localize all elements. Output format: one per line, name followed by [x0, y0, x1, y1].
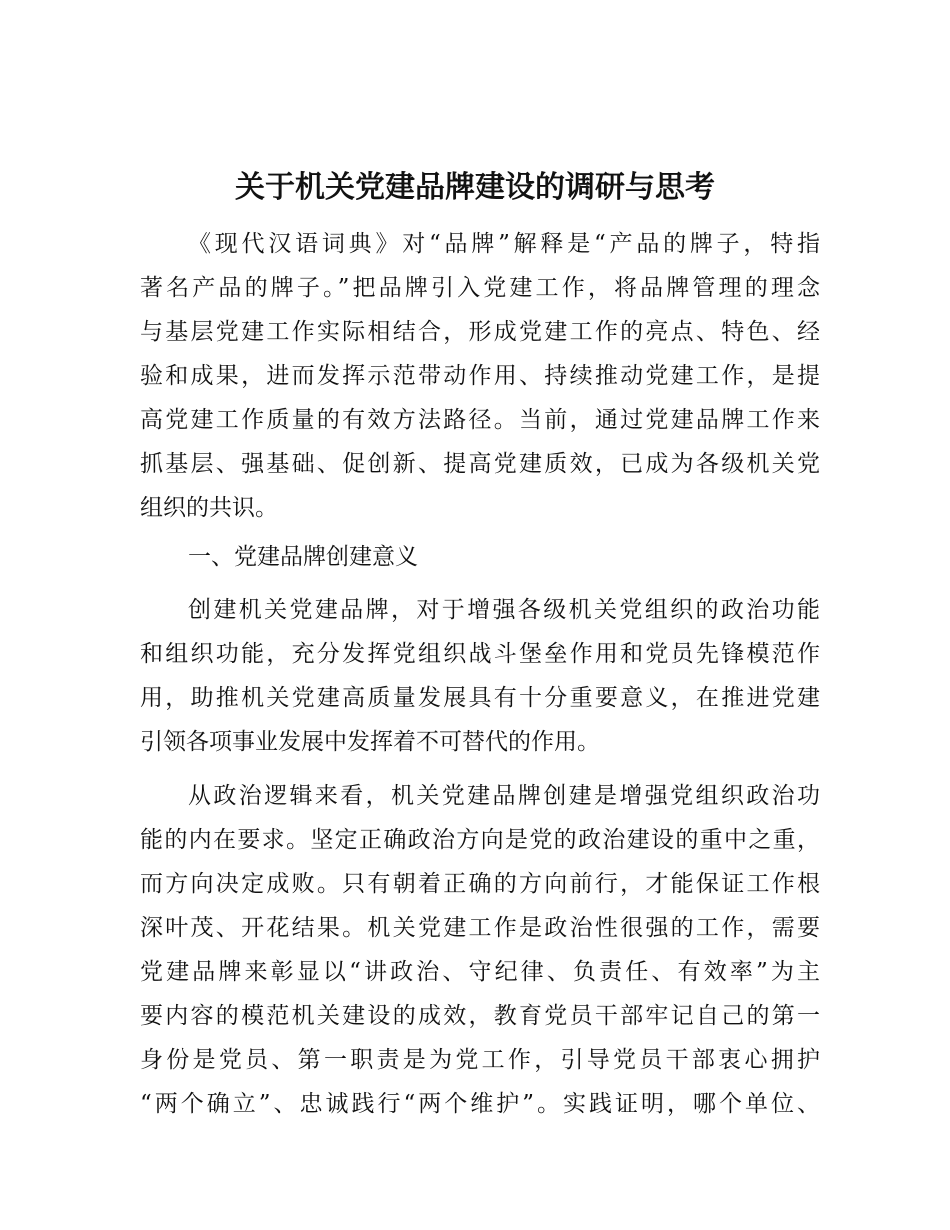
- text-line: 党建品牌来彰显以“讲政治、守纪律、负责任、有效率”为主: [140, 959, 820, 985]
- text-line: “两个确立”、忠诚践行“两个维护”。实践证明，哪个单位、: [140, 1091, 820, 1117]
- text-line: 要内容的模范机关建设的成效，教育党员干部牢记自己的第一: [140, 1003, 820, 1029]
- text-line: 能的内在要求。坚定正确政治方向是党的政治建设的重中之重，: [140, 827, 820, 853]
- document-title: 关于机关党建品牌建设的调研与思考: [235, 170, 715, 205]
- paragraph-intro: [140, 222, 820, 530]
- text-line: 与基层党建工作实际相结合，形成党建工作的亮点、特色、经: [140, 319, 820, 345]
- section-heading: [140, 535, 820, 579]
- text-line: 从政治逻辑来看，机关党建品牌创建是增强党组织政治功: [188, 783, 820, 809]
- paragraph-significance: [140, 588, 820, 764]
- text-line: 而方向决定成败。只有朝着正确的方向前行，才能保证工作根: [140, 871, 820, 897]
- text-line: 和组织功能，充分发挥党组织战斗堡垒作用和党员先锋模范作: [140, 641, 820, 667]
- text-line: 著名产品的牌子。”把品牌引入党建工作，将品牌管理的理念: [140, 275, 820, 301]
- text-line: 深叶茂、开花结果。机关党建工作是政治性很强的工作，需要: [140, 915, 820, 941]
- section-heading-text: 一、党建品牌创建意义: [188, 544, 418, 570]
- text-line: 高党建工作质量的有效方法路径。当前，通过党建品牌工作来: [140, 407, 820, 433]
- text-line: 《现代汉语词典》对“品牌”解释是“产品的牌子，特指: [188, 231, 820, 257]
- text-line: 组织的共识。: [140, 495, 278, 521]
- text-line: 抓基层、强基础、促创新、提高党建质效，已成为各级机关党: [140, 451, 820, 477]
- text-line: 引领各项事业发展中发挥着不可替代的作用。: [140, 729, 600, 755]
- text-line: 身份是党员、第一职责是为党工作，引导党员干部衷心拥护: [140, 1047, 820, 1073]
- text-line: 创建机关党建品牌，对于增强各级机关党组织的政治功能: [188, 597, 820, 623]
- paragraph-political-logic: [140, 774, 820, 1126]
- text-line: 验和成果，进而发挥示范带动作用、持续推动党建工作，是提: [140, 363, 820, 389]
- text-line: 用，助推机关党建高质量发展具有十分重要意义，在推进党建: [140, 685, 820, 711]
